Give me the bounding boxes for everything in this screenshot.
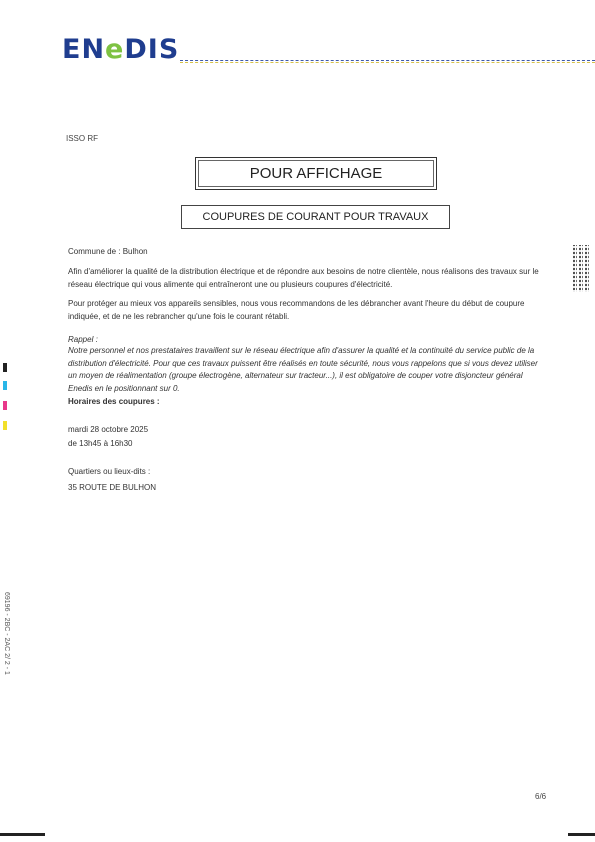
- advice-paragraph: Pour protéger au mieux vos appareils sensibles, nous vous recommandons de les débrancher avant l'heure du début de coupure indiquée, et de ne les rebrancher qu'une fois le courant rétabli.: [68, 299, 525, 321]
- notice-subtitle-box: COUPURES DE COURANT POUR TRAVAUX: [181, 205, 450, 229]
- header-rule-accent: [180, 62, 595, 63]
- print-mark-black: [3, 363, 7, 372]
- side-print-code: 69196 - 2BC - 2AC 2/ 2 - 1: [3, 592, 10, 675]
- rappel-text: Notre personnel et nos prestataires travaillent sur le réseau électrique afin d'assurer la qualité et la continuité du service public de la distribution d'électricité. Pour que ces travaux puissent être réalisés en toute sécurité, nous vous rappelons que si vous devez utiliser un moyen de réalimentation (groupe électrogène, alternateur sur tracteur...), il est obligatoire de couper votre disjoncteur général Enedis en le positionnant sur 0.: [68, 346, 538, 393]
- horaires-heading: Horaires des coupures :: [68, 397, 160, 406]
- intro-paragraph: Afin d'améliorer la qualité de la distribution électrique et de répondre aux besoins de notre clientèle, nous réalisons des travaux sur le réseau électrique qui vous alimente qui entraîneront une ou plusieurs coupures d'électricité.: [68, 267, 539, 289]
- print-mark-cyan: [3, 381, 7, 390]
- footer-mark-right: [568, 833, 595, 836]
- footer-mark-left: [0, 833, 45, 836]
- address-line: 35 ROUTE DE BULHON: [68, 483, 157, 492]
- print-mark-yellow: [3, 421, 7, 430]
- quartiers-heading: Quartiers ou lieux-dits :: [68, 467, 151, 476]
- reference-code: ISSO RF: [66, 134, 99, 143]
- qr-code-icon: [573, 245, 589, 292]
- commune-line: Commune de : Bulhon: [68, 247, 148, 256]
- header-rule: [180, 60, 595, 61]
- notice-title-box: POUR AFFICHAGE: [195, 157, 437, 190]
- enedis-logo: ENeDIS: [62, 34, 180, 65]
- print-mark-magenta: [3, 401, 7, 410]
- outage-date: mardi 28 octobre 2025: [68, 425, 149, 434]
- outage-time: de 13h45 à 16h30: [68, 439, 133, 448]
- rappel-label: Rappel :: [68, 335, 98, 344]
- page-number: 6/6: [535, 792, 547, 801]
